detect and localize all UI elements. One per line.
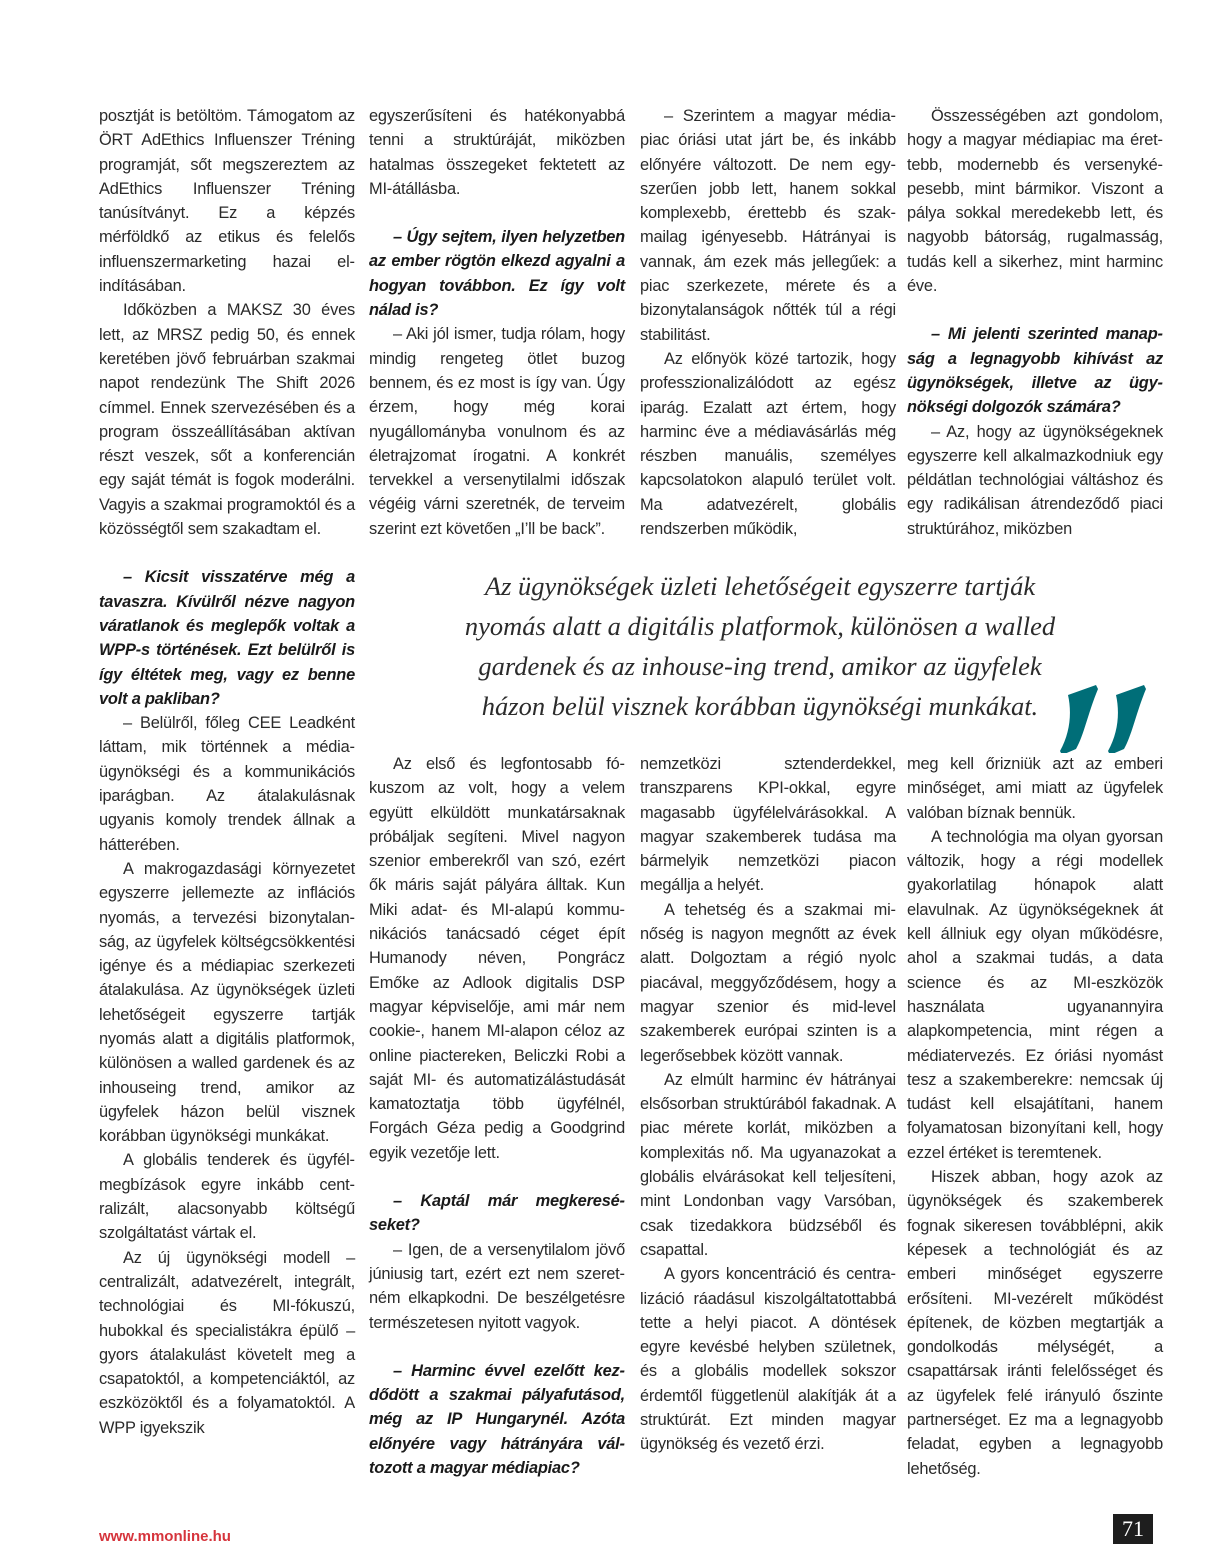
article-column-2-top [369, 104, 625, 541]
paragraph: A makrogazdasági környezetet egyszerre jellemezte az inflációs nyomás, a tervezési bizonytalanság, az ügyfelek költségcsökkentési igénye és a médiapiac szerkezeti átalakulása. Az ügynökségek üzleti lehetőségeit egyszerre tartják nyomás alatt a digitális platformok, különösen a walled gardenek és az inhouseing trend, amikor az ügyfelek házon belül visznek korábban ügynökségi munkákat. [99, 859, 355, 1146]
paragraph: Hiszek abban, hogy azok az ügynökségek és szakemberek fognak sikeresen továbblépni, akik képesek a technológiát és az emberi minőséget egyszerre erősíteni. MI-vezérelt működést építenek, de közben megtartják a gondolkodás mélységét, a csapattársak iránti felelősséget és az ügyfelek felé irányuló őszinte partnerséget. Ez ma a legnagyobb feladat, egyben a legnagyobb lehetőség. [907, 1168, 1163, 1478]
interview-question: – Kicsit visszatérve még a tavaszra. Kívülről nézve nagyon váratlanok és meglepők voltak a WPP-s történések. Ezt belülről is így éltétek meg, vagy ez benne volt a pakliban? [99, 568, 355, 708]
interview-question: – Mi jelenti szerinted manapság a legnagyobb kihívást az ügynökségek, illetve az ügynökségi dolgozók számára? [907, 325, 1163, 417]
pull-quote-line: gardenek és az inhouse-ing trend, amikor az ügyfelek [478, 651, 1042, 681]
article-column-1 [99, 104, 355, 1440]
paragraph: Összességében azt gondolom, hogy a magyar médiapiac ma érettebb, modernebb és versenyképesebb, mint bármikor. Viszont a pálya sokkal meredekebb lett, és nagyobb bátorság, rugalmasság, tudás kell a sikerhez, mint harminc éve. [907, 107, 1163, 296]
paragraph: posztját is betöltöm. Támogatom az ÖRT AdEthics Influenszer Tréning programját, sőt megszereztem az AdEthics Influenszer Tréning tanúsítványt. Ez a képzés mérföldkő az etikus és felelős influenszermarketing hazai elindításában. [99, 107, 355, 296]
paragraph: – Belülről, főleg CEE Leadként láttam, mik történnek a médiaügynökségi és a kommunikációs iparágban. Az átalakulásnak ugyanis komoly trendek állnak a hátterében. [99, 714, 355, 854]
closing-quote-mark-icon [1050, 683, 1170, 753]
pull-quote-line: nyomás alatt a digitális platformok, különösen a walled [464, 611, 1056, 641]
paragraph: meg kell őrizniük azt az emberi minőséget, ami miatt az ügyfelek valóban bíznak bennük. [907, 755, 1163, 822]
paragraph: A globális tenderek és ügyfélmegbízások egyre inkább centralizált, alacsonyabb költségű szolgáltatást vártak el. [99, 1151, 355, 1243]
pull-quote-line: Az ügynökségek üzleti lehetőségeit egyszerre tartják [484, 571, 1036, 601]
article-column-3-top [640, 104, 896, 541]
paragraph: – Az, hogy az ügynökségeknek egyszerre kell alkalmazkodniuk egy példátlan technológiai váltáshoz és egy radikálisan átrendeződő piaci struktúrához, miközben [907, 422, 1163, 538]
paragraph: A gyors koncentráció és centralizáció ráadásul kiszolgáltatottabbá tette a helyi piacot. A döntések egyre kevésbé helyben születnek, és a globális modellek sokszor érdemtől függetlenül alakítják át a struktúrát. Ezt minden magyar ügynökség és vezető érzi. [640, 1265, 896, 1454]
interview-question: – Úgy sejtem, ilyen helyzetben az ember rögtön elkezd agyalni a hogyan továbbon. Ez így volt nálad is? [369, 228, 625, 320]
paragraph: Időközben a MAKSZ 30 éves lett, az MRSZ pedig 50, és ennek keretében jövő februárban szakmai napot rendezünk The Shift 2026 címmel. Ennek szervezésében és a program összeállításában aktívan részt veszek, sőt a konferencián egy saját témát is fogok moderálni. Vagyis a szakmai programoktól és a közösségtől sem szakadtam el. [99, 301, 355, 539]
pull-quote-line: házon belül visznek korábban ügynökségi munkákat. [481, 691, 1039, 721]
paragraph: – Igen, de a versenytilalom jövő júniusig tart, ezért ezt nem szeretném elkapkodni. De beszélgetésre természetesen nyitott vagyok. [369, 1240, 625, 1332]
article-column-4-bottom [907, 752, 1163, 1481]
article-column-3-bottom [640, 752, 896, 1457]
pull-quote [440, 566, 1080, 726]
website-link[interactable]: www.mmonline.hu [99, 1528, 231, 1545]
paragraph: Az előnyök közé tartozik, hogy professzionalizálódott az egész iparág. Ezalatt azt értem, hogy harminc éve a médiavásárlás még részben manuális, személyes kapcsolatokon alapuló terület volt. Ma adatvezérelt, globális rendszerben működik, [640, 349, 896, 539]
paragraph: egyszerűsíteni és hatékonyabbá tenni a struktúráját, miközben hatalmas összegeket fektetett az MI-átállásba. [369, 107, 625, 198]
paragraph: A tehetség és a szakmai minőség is nagyon megnőtt az évek alatt. Dolgoztam a régió nyolc piacával, meggyőződésem, hogy a magyar szenior és mid-level szakemberek európai szinten is a legerősebbek között vannak. [640, 900, 896, 1065]
paragraph: A technológia ma olyan gyorsan változik, hogy a régi modellek gyakorlatilag hónapok alatt elavulnak. Az ügynökségeknek át kell állniuk egy olyan működésre, ahol a szakmai tudás, a data science és az MI-eszközök használata ugyanannyira alapkompetencia, mint régen a médiatervezés. Ez óriási nyomást tesz a szakemberekre: nemcsak új tudást kell elsajátítani, hanem folyamatosan bizonyítani kell, hogy ezzel értéket is teremtenek. [907, 827, 1163, 1162]
paragraph: Az elmúlt harminc év hátrányai elsősorban struktúrából fakadnak. A piac mérete korlát, miközben a komplexitás nő. Ma ugyanazokat a globális elvárásokat kell teljesíteni, mint Londonban vagy Varsóban, csak tizedakkora büdzséből és csapattal. [640, 1070, 896, 1259]
interview-question: – Kaptál már megkereséseket? [369, 1192, 625, 1235]
paragraph: Az új ügynökségi modell – centralizált, adatvezérelt, integrált, technológiai és MI-fókuszú, hubokkal és specialistákra épülő – gyors átalakulást követelt meg a csapatoktól, a kompetenciáktól, az eszközöktől és a folyamatoktól. A WPP igyekszik [99, 1248, 355, 1437]
paragraph: nemzetközi sztenderdekkel, transzparens KPI-okkal, egyre magasabb ügyfélelvárásokkal. A magyar szakemberek tudása ma bármelyik nemzetközi piacon megállja a helyét. [640, 755, 896, 895]
page-number: 71 [1113, 1514, 1153, 1544]
paragraph: – Aki jól ismer, tudja rólam, hogy mindig rengeteg ötlet buzog bennem, és ez most is így van. Úgy érzem, hogy még korai nyugállományba vonulnom és az életrajzomat írogatni. A konkrét tervekkel a versenytilalmi időszak végéig várni szeretnék, de terveim szerint ezt követően „I’ll be back”. [369, 325, 625, 538]
paragraph: Az első és legfontosabb fókuszom az volt, hogy a velem együtt elküldött munkatársaknak próbáljak segíteni. Mivel nagyon szenior emberekről van szó, ezért ők máris saját pályára álltak. Kun Miki adat- és MI-alapú kommunikációs tanácsadó céget épít Humanody néven, Pongrácz Emőke az Adlook digitalis DSP magyar képviselője, ami már nem cookie-, hanem MI-alapon céloz az online piactereken, Beliczki Robi a saját MI- és automatizálástudását kamatoztatja több ügyfélnél, Forgách Géza pedig a Goodgrind egyik vezetője lett. [369, 755, 625, 1162]
article-column-4-top [907, 104, 1163, 541]
article-column-2-bottom [369, 752, 625, 1480]
interview-question: – Harminc évvel ezelőtt kezdődött a szakmai pályafutásod, még az IP Hungarynél. Azóta előnyére vagy hátrányára változott a magyar médiapiac? [369, 1361, 625, 1478]
paragraph: – Szerintem a magyar médiapiac óriási utat járt be, és inkább előnyére változott. De nem egyszerűen jobb lett, hanem sokkal komplexebb, érettebb és szakmailag igényesebb. Hátrányai is vannak, ám ezek más jellegűek: a piac szerkezete, mérete és a bizonytalanságok nőtték túl a régi stabilitást. [640, 107, 896, 344]
